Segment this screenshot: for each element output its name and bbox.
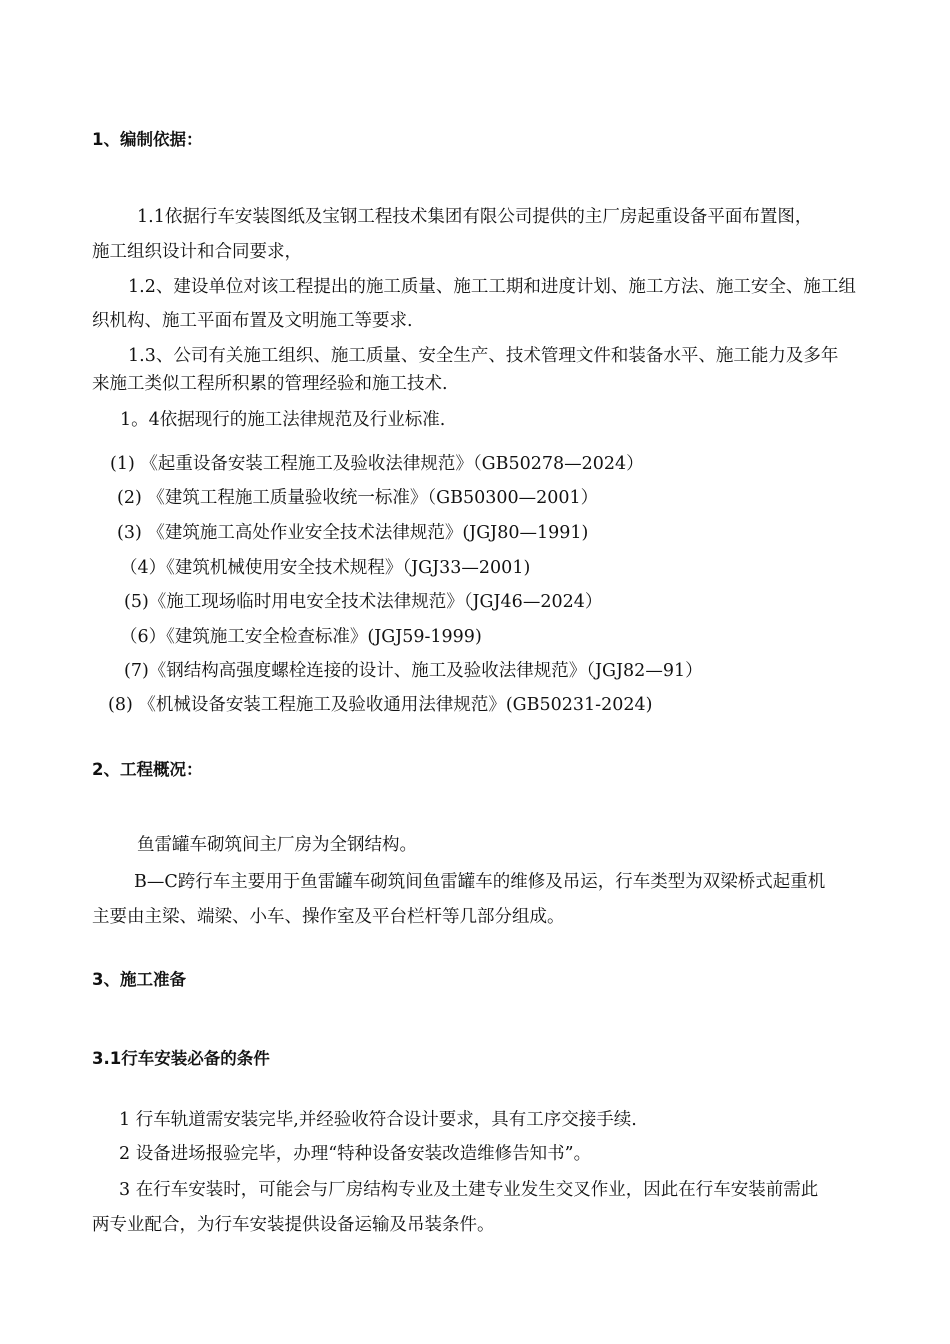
paragraph-1-2-line-1: 1.2、建设单位对该工程提出的施工质量、施工工期和进度计划、施工方法、施工安全、施工组 [128, 277, 856, 297]
section-1-heading: 1、编制依据： [92, 130, 203, 149]
paragraph-1-3-line-1: 1.3、公司有关施工组织、施工质量、安全生产、技术管理文件和装备水平、施工能力及多年 [128, 346, 839, 366]
paragraph-1-4: 1。4依据现行的施工法律规范及行业标准. [120, 410, 446, 430]
standard-item: （4）《建筑机械使用安全技术规程》（JGJ33—2001) [120, 558, 531, 578]
standard-item: (8) 《机械设备安装工程施工及验收通用法律规范》(GB50231-2024) [108, 695, 653, 715]
standard-item: (2) 《建筑工程施工质量验收统一标准》（GB50300—2001） [117, 488, 599, 508]
condition-item-2: 2 设备进场报验完毕，办理“特种设备安装改造维修告知书”。 [119, 1144, 592, 1164]
section-2-heading: 2、工程概况： [92, 760, 203, 779]
standard-item: (3) 《建筑施工高处作业安全技术法律规范》(JGJ80—1991) [117, 523, 589, 543]
section-3-heading: 3、施工准备 [92, 970, 186, 989]
standard-item: (5)《施工现场临时用电安全技术法律规范》（JGJ46—2024） [124, 592, 603, 612]
paragraph-1-3-line-2: 来施工类似工程所积累的管理经验和施工技术. [92, 374, 448, 394]
standard-item: （6）《建筑施工安全检查标准》(JGJ59-1999) [120, 627, 482, 647]
paragraph-1-1-line-1: 1.1依据行车安装图纸及宝钢工程技术集团有限公司提供的主厂房起重设备平面布置图， [137, 207, 813, 227]
standard-item: (1) 《起重设备安装工程施工及验收法律规范》（GB50278—2024） [110, 454, 644, 474]
section-3-1-heading: 3.1行车安装必备的条件 [92, 1049, 270, 1068]
overview-paragraph-1: 鱼雷罐车砌筑间主厂房为全钢结构。 [137, 835, 417, 855]
paragraph-1-2-line-2: 织机构、施工平面布置及文明施工等要求. [92, 311, 413, 331]
condition-item-3-line-1: 3 在行车安装时，可能会与厂房结构专业及土建专业发生交叉作业，因此在行车安装前需此 [119, 1180, 819, 1200]
standard-item: (7)《钢结构高强度螺栓连接的设计、施工及验收法律规范》（JGJ82—91） [124, 661, 703, 681]
paragraph-1-1-line-2: 施工组织设计和合同要求， [92, 242, 302, 262]
overview-paragraph-2-line-2: 主要由主梁、端梁、小车、操作室及平台栏杆等几部分组成。 [92, 907, 565, 927]
overview-paragraph-2-line-1: B—C跨行车主要用于鱼雷罐车砌筑间鱼雷罐车的维修及吊运，行车类型为双梁桥式起重机 [134, 872, 826, 892]
condition-item-1: 1 行车轨道需安装完毕,并经验收符合设计要求，具有工序交接手续. [119, 1110, 637, 1130]
condition-item-3-line-2: 两专业配合，为行车安装提供设备运输及吊装条件。 [92, 1215, 495, 1235]
